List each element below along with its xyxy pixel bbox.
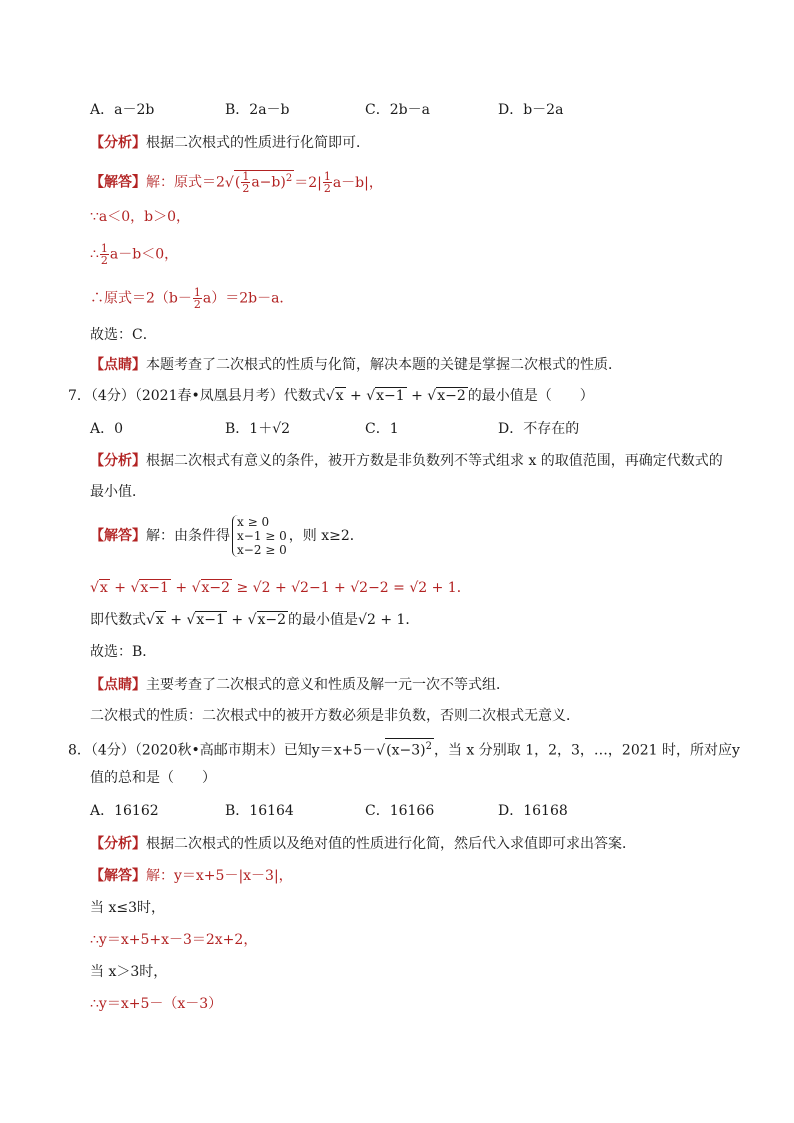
q7-solution: 【解答】解：由条件得 x ≥ 0 x−1 ≥ 0 x−2 ≥ 0 ，则 x≥2．	[90, 515, 364, 557]
q7-expression: √x + √x−1 + √x−2	[325, 388, 466, 404]
q7-comment: 【点睛】主要考查了二次根式的意义和性质及解一元一次不等式组．	[90, 677, 510, 693]
q6-comment: 【点睛】本题考查了二次根式的性质与化简，解决本题的关键是掌握二次根式的性质．	[90, 357, 622, 373]
q8-option-d[interactable]: D．16168	[498, 803, 568, 819]
q7-option-c[interactable]: C．1	[365, 421, 399, 437]
q6-option-a[interactable]: A．a－2b	[90, 102, 155, 118]
q8-line3: 当 x＞3时，	[90, 964, 168, 980]
q7-solution-line2: √x + √x−1 + √x−2 ≥ √2 + √2−1 + √2−2 = √2 + 1．	[90, 580, 471, 596]
q8-line4: ∴y＝x+5－（x－3）	[90, 996, 223, 1012]
q8-solution: 【解答】解：y＝x+5－|x－3|，	[90, 868, 293, 884]
q8-sqrt-expr: $√(x-3)^2$	[376, 743, 434, 759]
q6-option-b[interactable]: B．2a－b	[225, 102, 290, 118]
q7-stem: 7．（4分）（2021春•凤凰县月考）代数式√x + √x−1 + √x−2 的最小值是（ ）	[68, 388, 594, 404]
q7-extra: 二次根式的性质：二次根式中的被开方数必须是非负数，否则二次根式无意义．	[90, 708, 580, 724]
q6-solution-line4: ∴原式＝2（b－ $\frac{1}{2}$ a）＝2b－a．	[90, 286, 294, 311]
q8-analysis: 【分析】根据二次根式的性质以及绝对值的性质进行化简，然后代入求值即可求出答案．	[90, 836, 636, 852]
q6-solution-line3: ∴ $\frac{1}{2}$ a－b＜0，	[90, 242, 179, 267]
q7-analysis-cont: 最小值．	[90, 484, 146, 500]
q8-stem: 8．（4分）（2020秋•高邮市期末）已知$y=x+5-√(x-3)^2$ ，当 x 分别取 1，2，3，…，2021 时，所对应y	[68, 738, 740, 761]
q6-option-d[interactable]: D．b－2a	[498, 102, 564, 118]
q7-choose: 故选：B．	[90, 644, 157, 660]
q6-solution-line2: ∵a＜0，b＞0，	[90, 209, 191, 225]
q8-stem-cont: 值的总和是（ ）	[90, 770, 216, 786]
q7-option-b[interactable]: B．1＋√2	[225, 421, 291, 437]
q6-analysis: 【分析】根据二次根式的性质进行化简即可．	[90, 135, 370, 151]
q8-option-b[interactable]: B．16164	[225, 803, 294, 819]
q7-inequality-system: x ≥ 0 x−1 ≥ 0 x−2 ≥ 0	[232, 515, 287, 557]
q8-option-a[interactable]: A．16162	[90, 803, 159, 819]
q8-line2: ∴y＝x+5+x－3＝2x+2，	[90, 932, 258, 948]
q7-analysis: 【分析】根据二次根式有意义的条件，被开方数是非负数列不等式组求 x 的取值范围，再确定代数式的	[90, 453, 723, 469]
q7-solution-line3: 即代数式√x + √x−1 + √x−2 的最小值是√2 + 1．	[90, 612, 420, 628]
q6-sqrt-expr: √( $\frac{1}{2}$ a−b)$^2$ ＝2| $\frac{1}{2}$ a－b|，	[224, 170, 383, 196]
q8-option-c[interactable]: C．16166	[365, 803, 435, 819]
q6-choose: 故选：C．	[90, 327, 157, 343]
q7-option-d[interactable]: D．不存在的	[498, 421, 580, 437]
q8-line1: 当 x≤3时，	[90, 900, 165, 916]
q6-option-c[interactable]: C．2b－a	[365, 102, 430, 118]
q6-solution: 【解答】解：原式＝2√( $\frac{1}{2}$ a−b)$^2$ ＝2| $\frac{1}{2}$ a－b|，	[90, 170, 383, 196]
q7-option-a[interactable]: A．0	[90, 421, 124, 437]
